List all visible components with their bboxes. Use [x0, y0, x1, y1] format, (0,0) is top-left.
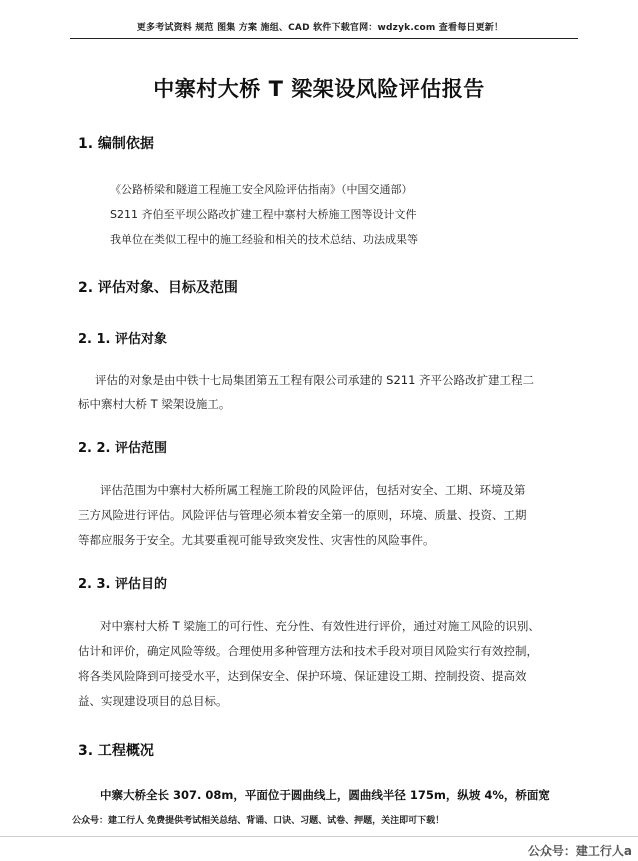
paragraph-line: 标中寨村大桥 T 梁架设施工。 — [78, 397, 231, 411]
reference-item: 我单位在类似工程中的施工经验和相关的技术总结、功法成果等 — [110, 233, 418, 246]
paragraph-line: 估计和评价，确定风险等级。合理使用多种管理方法和技术手段对项目风险实行有效控制， — [78, 644, 538, 658]
header-banner: 更多考试资料 规范 图集 方案 施组、CAD 软件下载官网：wdzyk.com 查看每日更新！ — [136, 23, 504, 33]
paragraph-line: 评估范围为中寨村大桥所属工程施工阶段的风险评估，包括对安全、工期、环境及第 — [100, 483, 526, 497]
page-edge-divider — [0, 836, 638, 837]
subsection-heading-range: 2. 2. 评估范围 — [78, 441, 168, 456]
section-heading-basis: 1. 编制依据 — [78, 136, 154, 152]
reference-item: 《公路桥梁和隧道工程施工安全风险评估指南》（中国交通部） — [110, 183, 413, 196]
paragraph-line: 等都应服务于安全。尤其要重视可能导致突发性、灾害性的风险事件。 — [78, 533, 435, 547]
document-title: 中寨村大桥 T 梁架设风险评估报告 — [153, 77, 485, 101]
paragraph-line: 对中寨村大桥 T 梁施工的可行性、充分性、有效性进行评价，通过对施工风险的识别、 — [100, 619, 540, 633]
footer-banner: 公众号：建工行人 免费提供考试相关总结、背诵、口诀、习题、试卷、押题，关注即可下载！ — [72, 816, 445, 826]
paragraph-line: 益、实现建设项目的总目标。 — [78, 694, 228, 708]
paragraph-line: 三方风险进行评估。风险评估与管理必须本着安全第一的原则，环境、质量、投资、工期 — [78, 508, 527, 522]
paragraph-line: 中寨大桥全长 307. 08m，平面位于圆曲线上，圆曲线半径 175m，纵坡 4%，桥面宽 — [100, 788, 550, 802]
section-heading-scope: 2. 评估对象、目标及范围 — [78, 280, 238, 296]
header-divider — [70, 38, 578, 39]
subsection-heading-object: 2. 1. 评估对象 — [78, 332, 168, 347]
reference-item: S211 齐伯至平坝公路改扩建工程中寨村大桥施工图等设计文件 — [110, 208, 417, 221]
paragraph-line: 将各类风险降到可接受水平，达到保安全、保护环境、保证建设工期、控制投资、提高效 — [78, 669, 527, 683]
paragraph-line: 评估的对象是由中铁十七局集团第五工程有限公司承建的 S211 齐平公路改扩建工程二 — [95, 373, 535, 387]
watermark-text: 公众号：建工行人a — [527, 844, 632, 858]
section-heading-overview: 3. 工程概况 — [78, 743, 154, 759]
subsection-heading-purpose: 2. 3. 评估目的 — [78, 577, 168, 592]
